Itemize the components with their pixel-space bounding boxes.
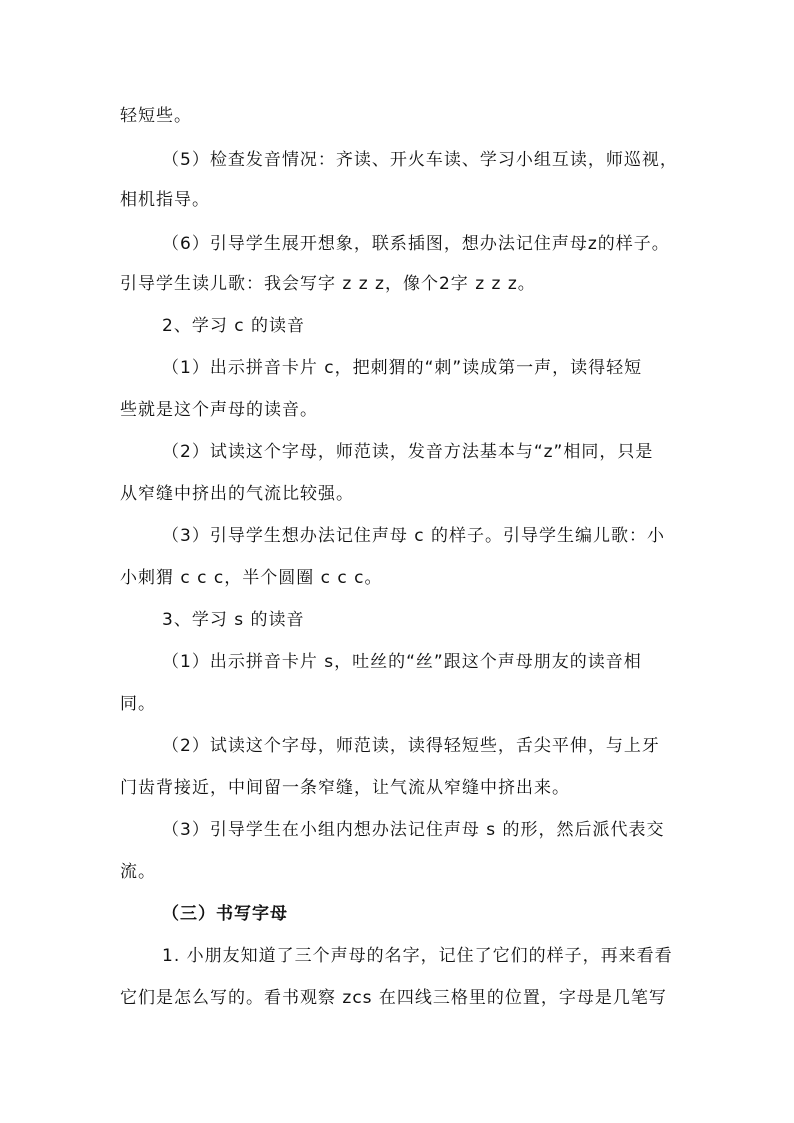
text-line: 小刺猬 c c c，半个圆圈 c c c。 bbox=[120, 568, 383, 588]
text-line: （2）试读这个字母，师范读，读得轻短些，舌尖平伸，与上牙 bbox=[162, 736, 660, 756]
text-line: （1）出示拼音卡片 c，把刺猬的“刺”读成第一声，读得轻短 bbox=[162, 358, 643, 378]
section-heading: 3、学习 s 的读音 bbox=[162, 610, 305, 630]
section-heading: 2、学习 c 的读音 bbox=[162, 316, 305, 336]
text-line: （3）引导学生在小组内想办法记住声母 s 的形，然后派代表交 bbox=[162, 820, 665, 840]
text-line: 相机指导。 bbox=[120, 190, 210, 210]
section-heading-bold: （三）书写字母 bbox=[162, 904, 288, 924]
text-line: （2）试读这个字母，师范读，发音方法基本与“z”相同，只是 bbox=[162, 442, 654, 462]
text-line: 它们是怎么写的。看书观察 zcs 在四线三格里的位置，字母是几笔写 bbox=[120, 988, 667, 1008]
text-line: 门齿背接近，中间留一条窄缝，让气流从窄缝中挤出来。 bbox=[120, 778, 570, 798]
text-line: 1. 小朋友知道了三个声母的名字，记住了它们的样子，再来看看 bbox=[162, 946, 673, 966]
text-line: 从窄缝中挤出的气流比较强。 bbox=[120, 484, 354, 504]
text-line: 流。 bbox=[120, 862, 156, 882]
text-line: （6）引导学生展开想象，联系插图，想办法记住声母z的样子。 bbox=[162, 234, 670, 254]
text-line: （5）检查发音情况：齐读、开火车读、学习小组互读，师巡视， bbox=[162, 150, 678, 170]
text-line: 些就是这个声母的读音。 bbox=[120, 400, 318, 420]
text-line: 轻短些。 bbox=[120, 106, 192, 126]
text-line: （1）出示拼音卡片 s，吐丝的“丝”跟这个声母朋友的读音相 bbox=[162, 652, 642, 672]
text-line: （3）引导学生想办法记住声母 c 的样子。引导学生编儿歌：小 bbox=[162, 526, 665, 546]
text-line: 同。 bbox=[120, 694, 156, 714]
text-line: 引导学生读儿歌：我会写字 z z z，像个2字 z z z。 bbox=[120, 274, 536, 294]
